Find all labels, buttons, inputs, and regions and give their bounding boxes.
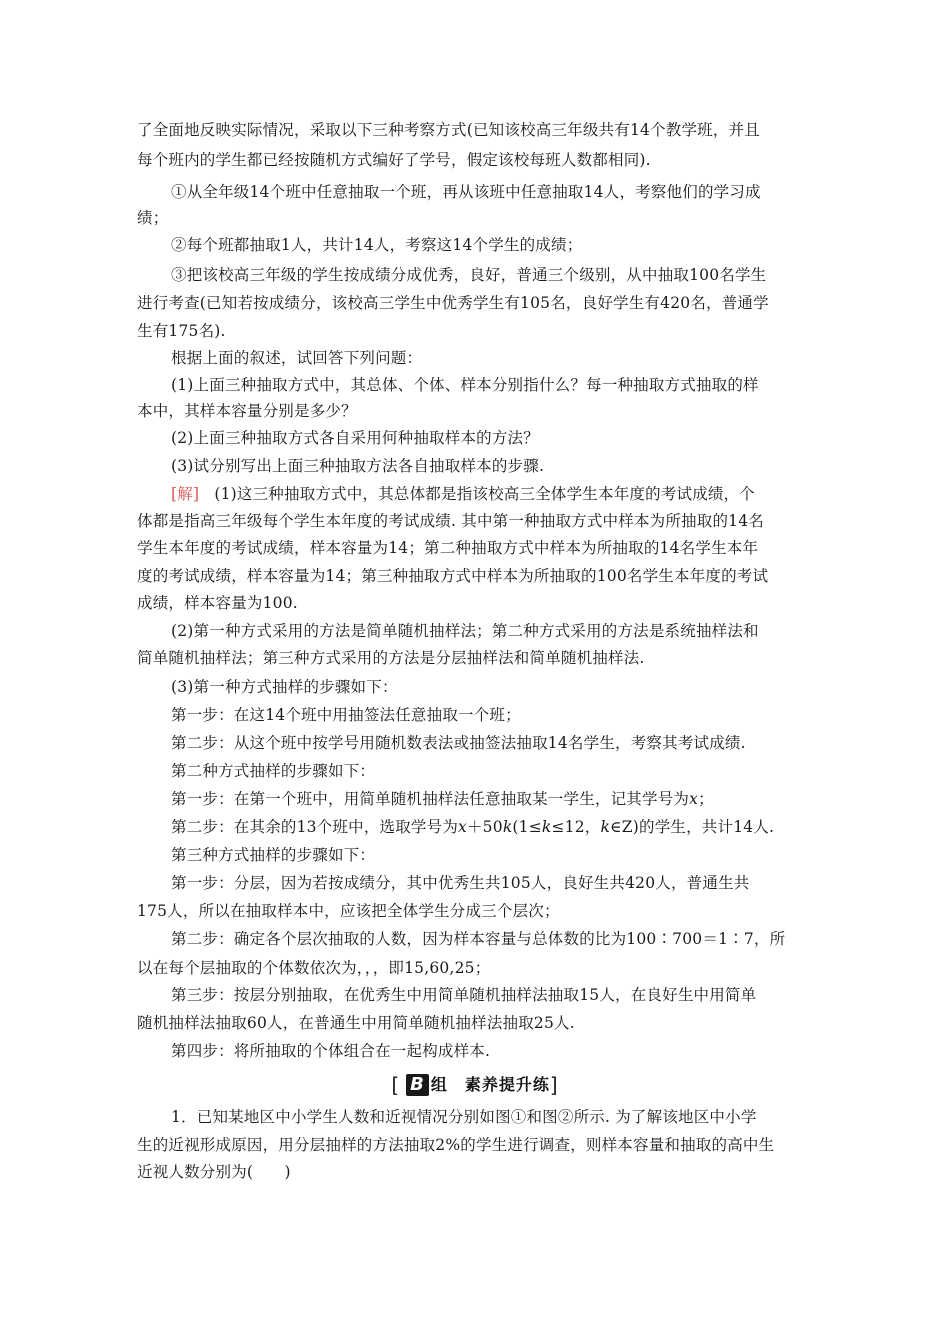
solution-text: (1)这三种抽取方式中，其总体都是指该校高三全体学生本年度的考试成绩，个 <box>214 485 756 503</box>
text-line: 生有175名). <box>137 322 226 340</box>
solution-label: [解] <box>171 485 200 503</box>
text-segment: 第二步：在其余的13个班中，选取学号为 <box>171 818 459 836</box>
text-line: 第二步：确定各个层次抽取的人数，因为样本容量与总体数的比为100∶700＝1∶7，所 <box>171 930 786 948</box>
question-line: 近视人数分别为( ) <box>137 1163 291 1181</box>
text-segment: ∈Z)的学生，共计14人. <box>610 818 775 836</box>
text-line: 绩； <box>137 209 169 227</box>
text-line: 简单随机抽样法；第三种方式采用的方法是分层抽样法和简单随机抽样法. <box>137 649 645 667</box>
text-line: 第一步：分层，因为若按成绩分，其中优秀生共105人，良好生共420人，普通生共 <box>171 874 750 892</box>
section-title: 组 素养提升练 <box>430 1075 550 1094</box>
text-line: 成绩，样本容量为100. <box>137 594 298 612</box>
text-line: (3)第一种方式抽样的步骤如下： <box>171 678 398 696</box>
variable-k: k <box>600 818 611 836</box>
text-line: 175人，所以在抽取样本中，应该把全体学生分成三个层次； <box>137 902 560 920</box>
text-segment: ； <box>698 790 714 808</box>
text-line: 了全面地反映实际情况，采取以下三种考察方式(已知该校高三年级共有14个教学班，并且 <box>137 121 760 139</box>
text-segment: 第一步：在第一个班中，用简单随机抽样法任意抽取某一学生，记其学号为 <box>171 790 690 808</box>
text-line: 第二种方式抽样的步骤如下： <box>171 762 376 780</box>
text-line: 学生本年度的考试成绩，样本容量为14；第二种抽取方式中样本为所抽取的14名学生本年 <box>137 539 759 557</box>
variable-x: x <box>458 818 467 836</box>
text-line: 每个班内的学生都已经按随机方式编好了学号，假定该校每班人数都相同). <box>137 151 651 169</box>
text-line: (2)上面三种抽取方式各自采用何种抽取样本的方法？ <box>171 429 539 447</box>
text-line: 随机抽样法抽取60人，在普通生中用简单随机抽样法抽取25人. <box>137 1014 575 1032</box>
text-line: 根据上面的叙述，试回答下列问题： <box>171 349 423 367</box>
text-line: 第三种方式抽样的步骤如下： <box>171 846 376 864</box>
text-line <box>171 817 774 837</box>
variable-x: x <box>689 790 699 808</box>
bracket-close: ] <box>549 1073 559 1097</box>
text-line: ①从全年级14个班中任意抽取一个班，再从该班中任意抽取14人，考察他们的学习成 <box>171 183 761 201</box>
group-b-logo: B <box>406 1074 429 1096</box>
variable-k: k <box>502 818 513 836</box>
text-segment: ≤12， <box>551 818 601 836</box>
text-line: 以在每个层抽取的个体数依次为，，，即15,60,25； <box>137 959 491 977</box>
text-line: 进行考查(已知若按成绩分，该校高三学生中优秀学生有105名，良好学生有420名，普通学 <box>137 294 769 312</box>
text-line: (2)第一种方式采用的方法是简单随机抽样法；第二种方式采用的方法是系统抽样法和 <box>171 622 759 640</box>
text-line: 第四步：将所抽取的个体组合在一起构成样本. <box>171 1042 491 1060</box>
question-line: 生的近视形成原因，用分层抽样的方法抽取2%的学生进行调查，则样本容量和抽取的高中生 <box>137 1136 775 1154</box>
solution-first-line <box>171 484 755 504</box>
text-line <box>171 789 714 809</box>
text-line: ③把该校高三年级的学生按成绩分成优秀，良好，普通三个级别，从中抽取100名学生 <box>171 266 767 284</box>
text-line: ②每个班都抽取1人，共计14人，考察这14个学生的成绩； <box>171 236 583 254</box>
text-line: 本中，其样本容量分别是多少？ <box>137 402 357 420</box>
text-segment: (1≤ <box>512 818 542 836</box>
text-line: (3)试分别写出上面三种抽取方法各自抽取样本的步骤. <box>171 457 545 475</box>
text-line: 度的考试成绩，样本容量为14；第三种抽取方式中样本为所抽取的100名学生本年度的考试 <box>137 567 769 585</box>
text-line: (1)上面三种抽取方式中，其总体、个体、样本分别指什么？每一种抽取方式抽取的样 <box>171 376 759 394</box>
text-line: 第三步：按层分别抽取，在优秀生中用简单随机抽样法抽取15人，在良好生中用简单 <box>171 986 757 1004</box>
text-line: 第二步：从这个班中按学号用随机数表法或抽签法抽取14名学生，考察其考试成绩. <box>171 734 746 752</box>
question-line: 1．已知某地区中小学生人数和近视情况分别如图①和图②所示. 为了解该地区中小学 <box>171 1108 757 1126</box>
text-segment: ＋50 <box>466 818 503 836</box>
section-heading <box>0 1072 950 1097</box>
variable-k: k <box>541 818 552 836</box>
text-line: 体都是指高三年级每个学生本年度的考试成绩. 其中第一种抽取方式中样本为所抽取的14名 <box>137 512 764 530</box>
bracket-open: [ <box>391 1073 401 1097</box>
text-line: 第一步：在这14个班中用抽签法任意抽取一个班； <box>171 706 521 724</box>
